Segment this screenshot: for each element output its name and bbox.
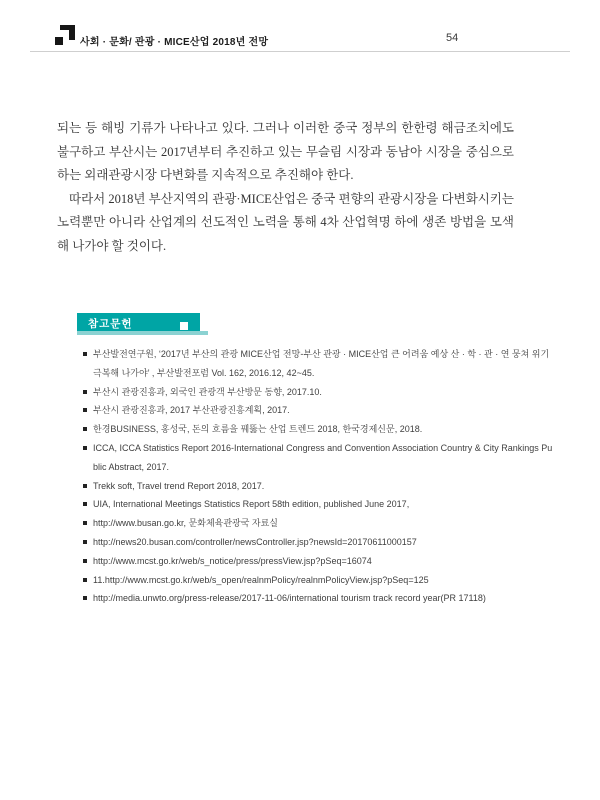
square-bullet-icon (83, 420, 93, 439)
reference-item (83, 383, 557, 402)
square-bullet-icon (83, 439, 93, 477)
reference-text: http://www.mcst.go.kr/web/s_notice/press/pressView.jsp?pSeq=16074 (93, 555, 372, 566)
reference-text: 부산시 관광진흥과, 2017 부산관광진흥계획, 2017. (93, 405, 290, 416)
reference-item (83, 514, 557, 533)
square-bullet-icon (83, 495, 93, 514)
square-bullet-icon (83, 401, 93, 420)
reference-text: 부산발전연구원, ‘2017년 부산의 관광 MICE산업 전망-부산 관광 · MICE산업 큰 어려움 예상 산 · 학 · 관 · 연 뭉쳐 위기 극복해 나가야’ , 부산발전포럼 Vol. 162, 2016.12, 42~45. (93, 349, 550, 378)
heading-underline-strip (77, 331, 208, 335)
reference-item (83, 589, 557, 608)
body-text-block (57, 117, 514, 258)
page-header (0, 0, 600, 52)
reference-item (83, 552, 557, 571)
references-heading: 참고문헌 (88, 318, 133, 330)
reference-text: 11.http://www.mcst.go.kr/web/s_open/realnmPolicy/realnmPolicyView.jsp?pSeq=125 (93, 574, 429, 585)
square-bullet-icon (83, 533, 93, 552)
references-list (83, 345, 557, 608)
running-head-title: 사회 · 문화/ 관광 · MICE산업 2018년 전망 (80, 37, 269, 48)
reference-text: ICCA, ICCA Statistics Report 2016-International Congress and Convention Association Country & City Rankings Public Abstract, 2017. (93, 442, 553, 472)
reference-item (83, 571, 557, 590)
reference-text: Trekk soft, Travel trend Report 2018, 2017. (93, 480, 265, 491)
reference-item (83, 439, 557, 477)
square-bullet-icon (83, 589, 93, 608)
section-corner-icon (55, 25, 75, 45)
heading-square-icon (180, 322, 188, 330)
references-heading-box (77, 313, 200, 331)
square-bullet-icon (83, 571, 93, 590)
reference-item (83, 401, 557, 420)
reference-item (83, 533, 557, 552)
square-bullet-icon (83, 383, 93, 402)
reference-text: http://media.unwto.org/press-release/2017-11-06/international tourism track record year(PR 17118) (93, 593, 486, 604)
body-paragraph-1: 되는 등 해빙 기류가 나타나고 있다. 그러나 이러한 중국 정부의 한한령 해금조치에도 불구하고 부산시는 2017년부터 추진하고 있는 무슬림 시장과 동남아 시장을 중심으로 하는 외래관광시장 다변화를 지속적으로 추진해야 한다. (57, 121, 514, 182)
reference-item (83, 495, 557, 514)
reference-text: http://news20.busan.com/controller/newsController.jsp?newsId=20170611000157 (93, 536, 417, 547)
reference-text: http://www.busan.go.kr, 문화체육관광국 자료실 (93, 518, 278, 529)
body-paragraph-2: 따라서 2018년 부산지역의 관광·MICE산업은 중국 편향의 관광시장을 다변화시키는 노력뿐만 아니라 산업계의 선도적인 노력을 통해 4차 산업혁명 하에 생존 방법을 모색해 나가야 할 것이다. (57, 191, 514, 253)
reference-text: UIA, International Meetings Statistics Report 58th edition, published June 2017, (93, 499, 410, 510)
header-divider (30, 51, 570, 52)
reference-item (83, 420, 557, 439)
square-bullet-icon (83, 345, 93, 383)
square-bullet-icon (83, 552, 93, 571)
reference-item (83, 345, 557, 383)
reference-text: 한경BUSINESS, 홍성국, 돈의 흐름을 꿰뚫는 산업 트렌드 2018, 한국경제신문, 2018. (93, 424, 423, 435)
reference-text: 부산시 관광진흥과, 외국인 관광객 부산방문 동향, 2017.10. (93, 386, 322, 397)
square-bullet-icon (83, 514, 93, 533)
page-number: 54 (446, 32, 459, 44)
square-bullet-icon (83, 477, 93, 496)
reference-item (83, 477, 557, 496)
